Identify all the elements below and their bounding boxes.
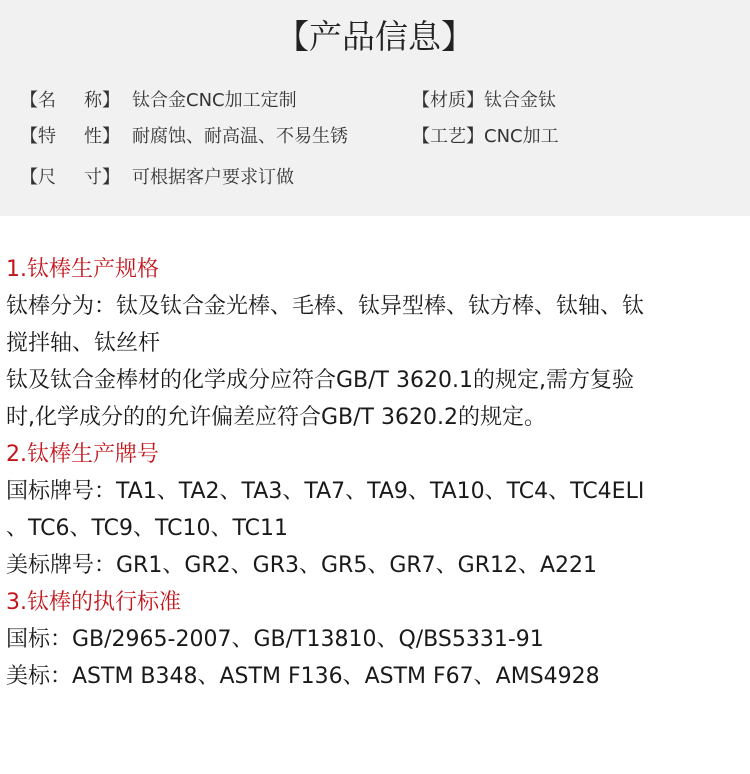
label-name-char2: 称	[84, 90, 102, 111]
label-name-char1: 名	[38, 90, 56, 111]
product-info-title: 【产品信息】	[276, 17, 474, 56]
text-line: 国标牌号：TA1、TA2、TA3、TA7、TA9、TA10、TC4、TC4ELI	[6, 479, 645, 504]
info-row-feature	[20, 119, 740, 155]
info-row-name	[20, 83, 740, 119]
section-heading-standards: 3.钛棒的执行标准	[6, 590, 181, 615]
label-size-char2: 寸	[84, 167, 102, 188]
text-line: 时,化学成分的的允许偏差应符合GB/T 3620.2的规定。	[6, 405, 546, 430]
info-cell-feature: 【 特 性 】 耐腐蚀、耐高温、不易生锈	[20, 119, 348, 155]
info-cell-process: 【工艺】CNC加工	[412, 119, 559, 155]
info-row-size	[20, 160, 740, 196]
text-line: 国标：GB/2965-2007、GB/T13810、Q/BS5331-91	[6, 627, 544, 652]
section-heading-spec: 1.钛棒生产规格	[6, 257, 159, 282]
info-cell-name: 【 名 称 】 钛合金CNC加工定制	[20, 83, 297, 119]
text-line: 美标：ASTM B348、ASTM F136、ASTM F67、AMS4928	[6, 664, 600, 689]
value-feature: 耐腐蚀、耐高温、不易生锈	[132, 126, 348, 147]
label-material: 材质	[430, 90, 466, 111]
text-line: 钛棒分为：钛及钛合金光棒、毛棒、钛异型棒、钛方棒、钛轴、钛	[6, 294, 645, 319]
product-info-panel	[0, 0, 750, 216]
value-size: 可根据客户要求订做	[132, 167, 294, 188]
text-line: 钛及钛合金棒材的化学成分应符合GB/T 3620.1的规定,需方复验	[6, 368, 634, 393]
label-feature-char2: 性	[84, 126, 102, 147]
info-cell-material: 【材质】钛合金钛	[412, 83, 556, 119]
value-material: 钛合金钛	[484, 90, 556, 111]
text-line: 、TC6、TC9、TC10、TC11	[6, 516, 289, 541]
text-line: 美标牌号：GR1、GR2、GR3、GR5、GR7、GR12、A221	[6, 553, 598, 578]
section-heading-grades: 2.钛棒生产牌号	[6, 442, 159, 467]
value-process: CNC加工	[484, 126, 559, 147]
value-name: 钛合金CNC加工定制	[132, 90, 297, 111]
info-cell-size: 【 尺 寸 】 可根据客户要求订做	[20, 160, 294, 196]
text-line: 搅拌轴、钛丝杆	[6, 331, 161, 356]
spec-content	[6, 252, 746, 696]
label-size-char1: 尺	[38, 167, 56, 188]
label-process: 工艺	[430, 126, 466, 147]
label-feature-char1: 特	[38, 126, 56, 147]
